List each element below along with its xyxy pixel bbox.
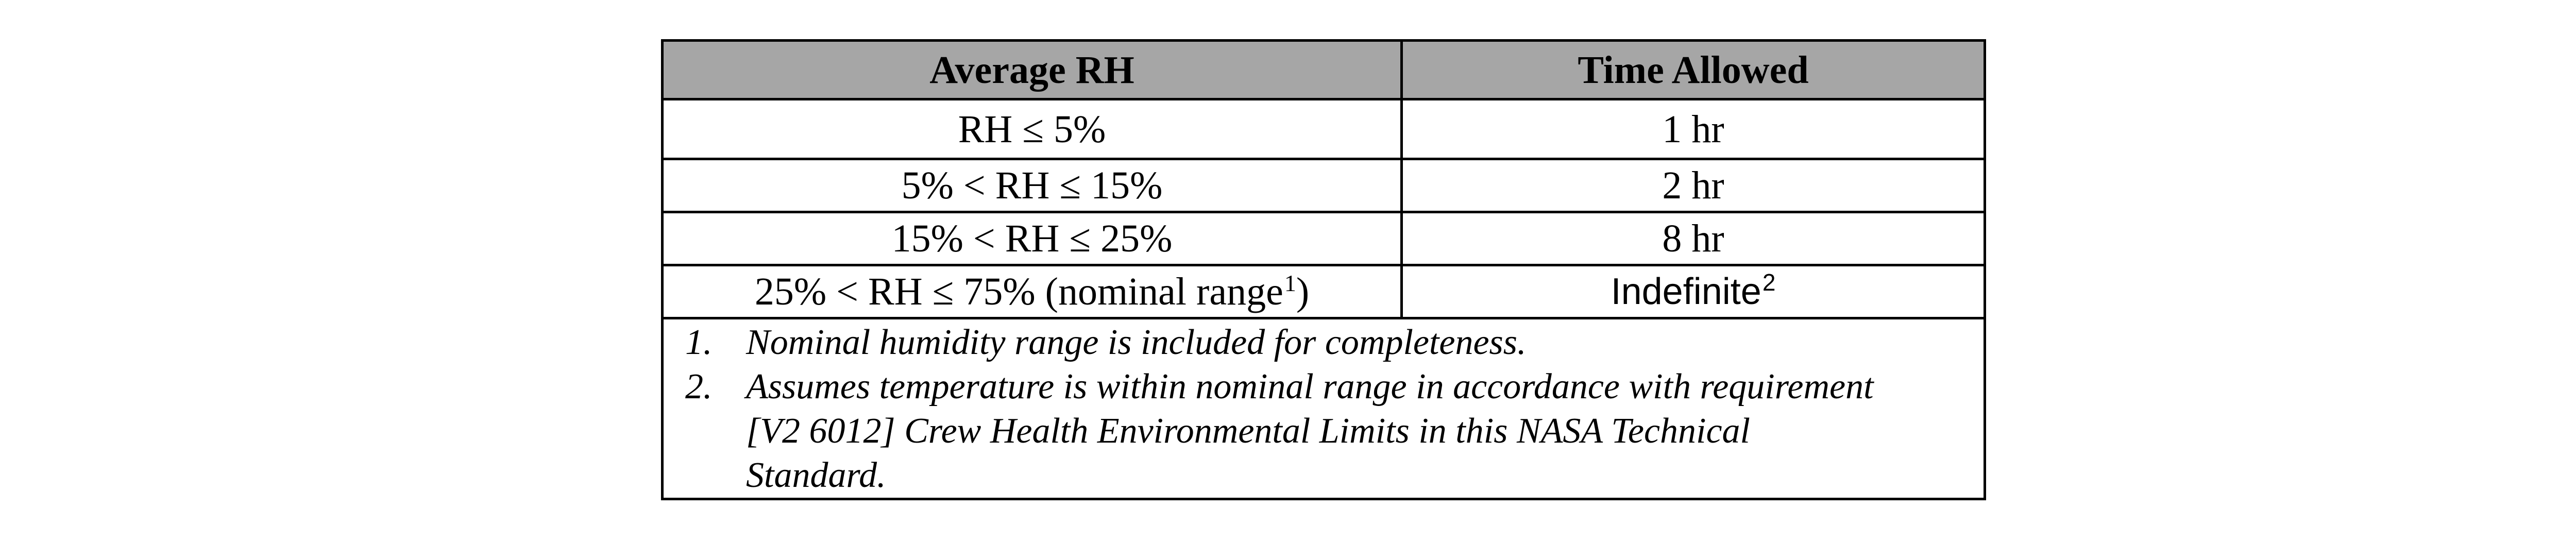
rh-cell	[663, 265, 1402, 318]
header-row	[663, 41, 1985, 99]
footnote-ref-1: 1	[1284, 270, 1296, 296]
header-time-allowed: Time Allowed	[1402, 41, 1985, 99]
header-average-rh: Average RH	[663, 41, 1402, 99]
notes-cell	[663, 318, 1985, 499]
table-row	[663, 159, 1985, 212]
rh-cell: 15% < RH ≤ 25%	[663, 212, 1402, 265]
footnote-number: 1.	[685, 323, 713, 362]
footnote-line: Assumes temperature is within nominal range in accordance with requirement	[746, 367, 1874, 407]
footnote-line: [V2 6012] Crew Health Environmental Limits in this NASA Technical	[746, 411, 1750, 451]
rh-cell: RH ≤ 5%	[663, 99, 1402, 159]
rh-time-allowed-table	[661, 39, 1986, 500]
footnote-number: 2.	[685, 367, 713, 407]
notes-row	[663, 318, 1985, 499]
table-row	[663, 99, 1985, 159]
table-row	[663, 212, 1985, 265]
footnote-1	[664, 320, 1984, 365]
time-cell: 1 hr	[1402, 99, 1985, 159]
time-text: Indefinite	[1611, 271, 1761, 312]
rh-text: 25% < RH ≤ 75% (nominal range	[754, 270, 1283, 313]
footnote-ref-2: 2	[1762, 269, 1776, 296]
footnote-text: Nominal humidity range is included for completeness.	[746, 323, 1527, 362]
footnote-line: Standard.	[746, 455, 886, 495]
footnote-2	[664, 365, 1984, 498]
time-cell: 8 hr	[1402, 212, 1985, 265]
rh-cell: 5% < RH ≤ 15%	[663, 159, 1402, 212]
time-cell	[1402, 265, 1985, 318]
table-row	[663, 265, 1985, 318]
rh-text-close: )	[1296, 270, 1310, 313]
time-cell: 2 hr	[1402, 159, 1985, 212]
